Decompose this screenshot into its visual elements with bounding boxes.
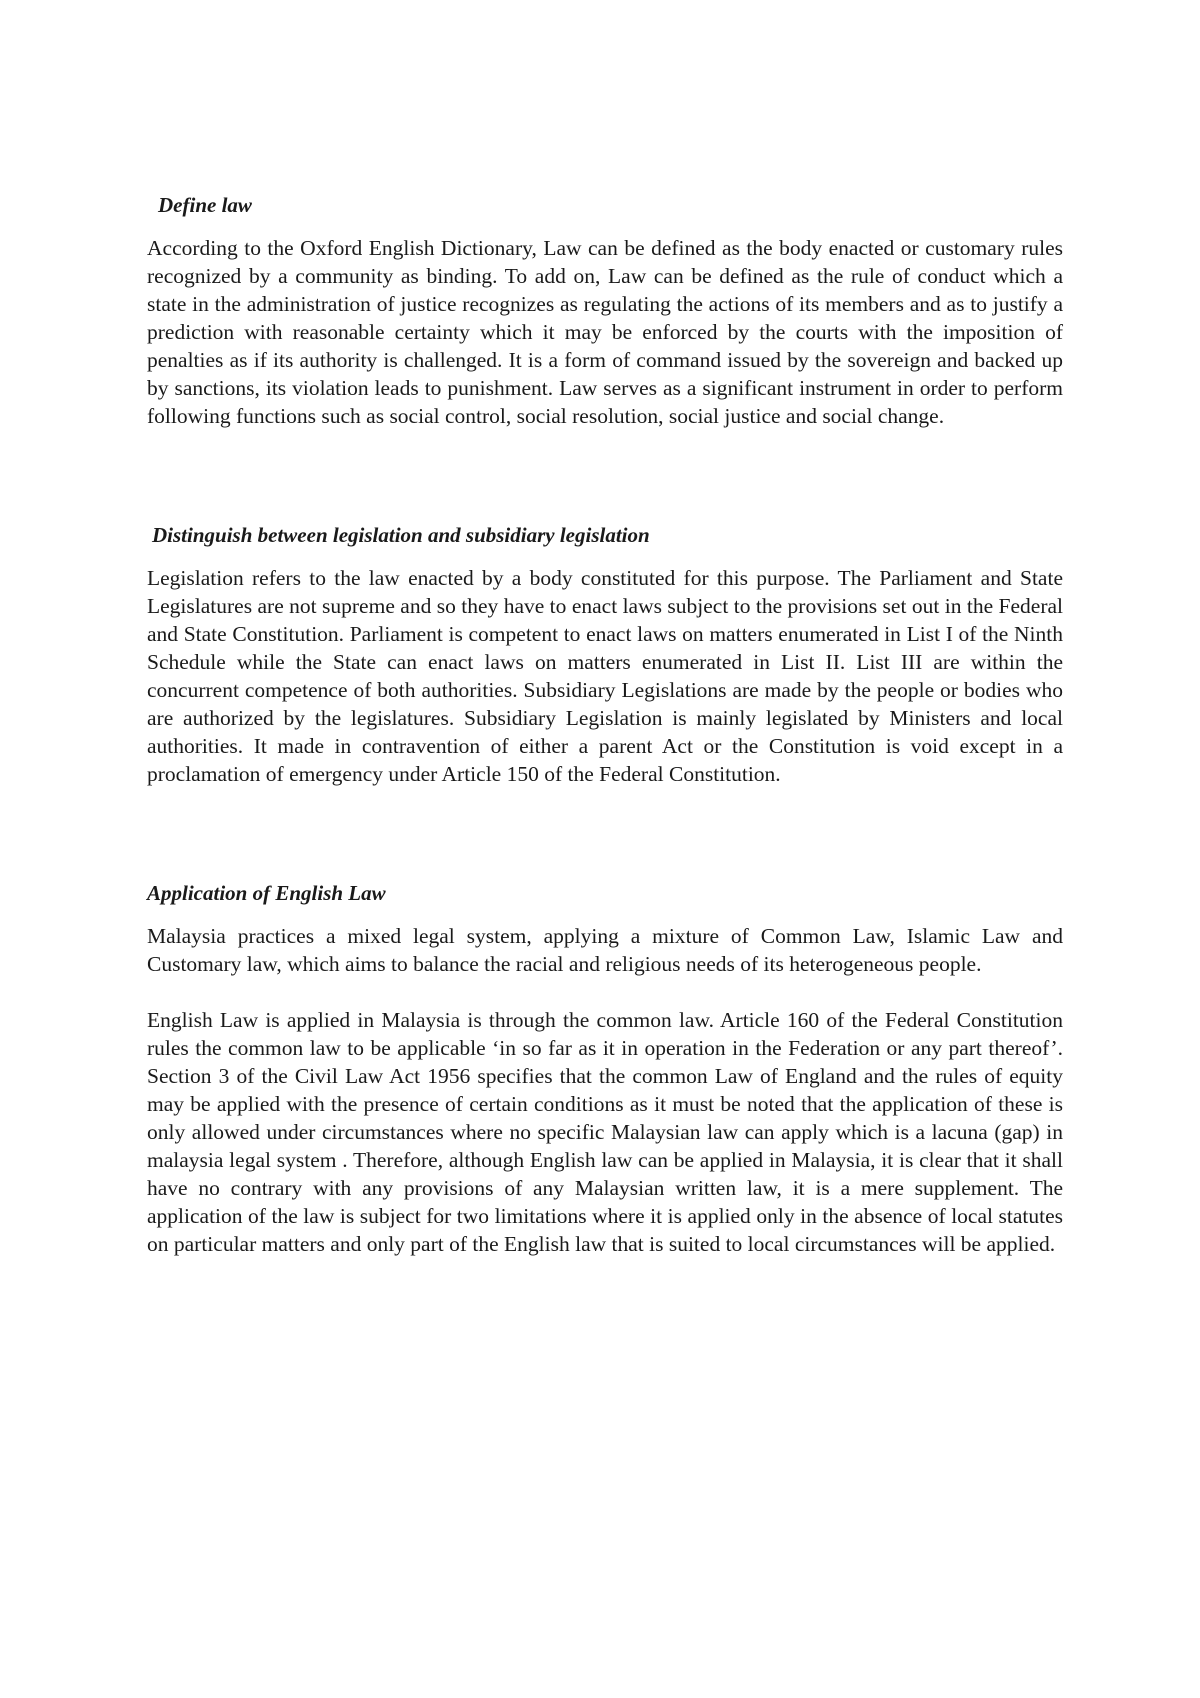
section-paragraph: Legislation refers to the law enacted by a body constituted for this purpose. The Parliament and State Legislatures are not supreme and so they have to enact laws subject to the provisions set out in the Federal and State Constitution. Parliament is competent to enact laws on matters enumerated in List I of the Ninth Schedule while the State can enact laws on matters enumerated in List II. List III are within the concurrent competence of both authorities. Subsidiary Legislations are made by the people or bodies who are authorized by the legislatures. Subsidiary Legislation is mainly legislated by Ministers and local authorities. It made in contravention of either a parent Act or the Constitution is void except in a proclamation of emergency under Article 150 of the Federal Constitution. — [147, 566, 1063, 786]
section-heading: Define law — [158, 193, 252, 217]
section-legislation-vs-subsidiary — [147, 521, 1063, 788]
section-application-english-law — [147, 879, 1063, 1258]
section-heading: Application of English Law — [147, 881, 386, 905]
section-paragraph: According to the Oxford English Dictionary, Law can be defined as the body enacted or customary rules recognized by a community as binding. To add on, Law can be defined as the rule of conduct which a state in the administration of justice recognizes as regulating the actions of its members and as to justify a prediction with reasonable certainty which it may be enforced by the courts with the imposition of penalties as if its authority is challenged. It is a form of command issued by the sovereign and backed up by sanctions, its violation leads to punishment. Law serves as a significant instrument in order to perform following functions such as social control, social resolution, social justice and social change. — [147, 236, 1063, 428]
section-heading: Distinguish between legislation and subsidiary legislation — [152, 523, 650, 547]
section-paragraph: Malaysia practices a mixed legal system, applying a mixture of Common Law, Islamic Law and Customary law, which aims to balance the racial and religious needs of its heterogeneous people. — [147, 924, 1063, 976]
section-paragraph: English Law is applied in Malaysia is through the common law. Article 160 of the Federal Constitution rules the common law to be applicable ‘in so far as it in operation in the Federation or any part thereof’. Section 3 of the Civil Law Act 1956 specifies that the common Law of England and the rules of equity may be applied with the presence of certain conditions as it must be noted that the application of these is only allowed under circumstances where no specific Malaysian law can apply which is a lacuna (gap) in malaysia legal system . Therefore, although English law can be applied in Malaysia, it is clear that it shall have no contrary with any provisions of any Malaysian written law, it is a mere supplement. The application of the law is subject for two limitations where it is applied only in the absence of local statutes on particular matters and only part of the English law that is suited to local circumstances will be applied. — [147, 1008, 1063, 1256]
section-define-law — [147, 191, 1063, 430]
